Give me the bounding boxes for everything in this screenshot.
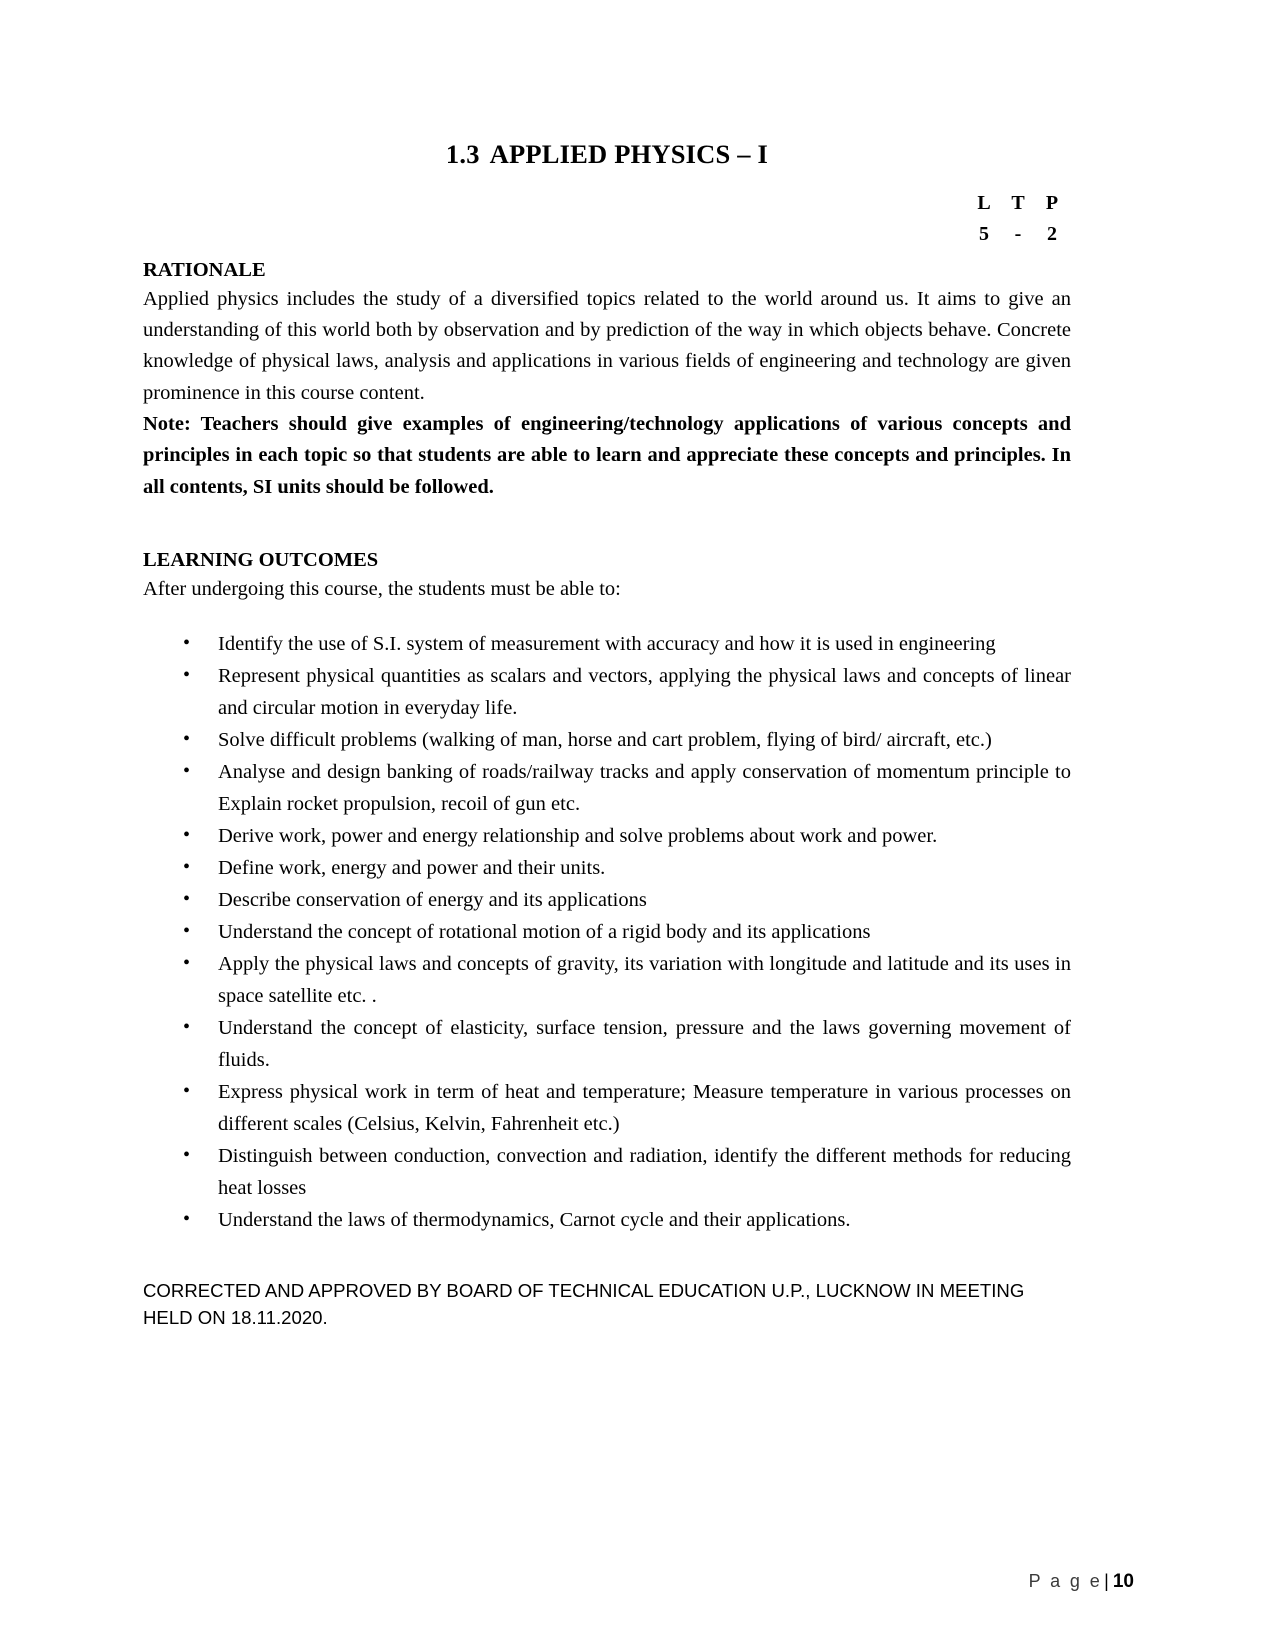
page-title-text: APPLIED PHYSICS – I <box>489 139 769 169</box>
page-number-footer <box>1029 1571 1134 1593</box>
page-label: P a g e <box>1028 1571 1103 1591</box>
rationale-note: Note: Teachers should give examples of engineering/technology applications of various concepts and principles in each topic so that students are able to learn and appreciate these concepts and principles. In all contents, SI units should be followed. <box>143 413 1071 498</box>
approval-note-line2: HELD ON 18.11.2020. <box>143 1306 328 1328</box>
list-item: • Describe conservation of energy and its applications <box>143 885 1071 917</box>
ltp-label-p: P <box>1045 192 1059 215</box>
list-item: • Understand the concept of elasticity, surface tension, pressure and the laws governing movement of fluids. <box>143 1013 1071 1077</box>
list-item: • Express physical work in term of heat and temperature; Measure temperature in various processes on different scales (Celsius, Kelvin, Fahrenheit etc.) <box>143 1077 1071 1141</box>
list-item: • Analyse and design banking of roads/railway tracks and apply conservation of momentum principle to Explain rocket propulsion, recoil of gun etc. <box>143 757 1071 821</box>
approval-note-line1: CORRECTED AND APPROVED BY BOARD OF TECHNICAL EDUCATION U.P., LUCKNOW IN MEETING <box>143 1280 1025 1302</box>
approval-note <box>143 1278 1071 1331</box>
ltp-value-l: 5 <box>979 222 989 245</box>
ltp-label-t: T <box>1011 192 1025 215</box>
learning-outcomes-heading: LEARNING OUTCOMES <box>143 549 379 572</box>
list-item: • Identify the use of S.I. system of measurement with accuracy and how it is used in engineering <box>143 629 1071 661</box>
list-item: • Define work, energy and power and their units. <box>143 853 1071 885</box>
list-item: • Understand the concept of rotational motion of a rigid body and its applications <box>143 917 1071 949</box>
ltp-header-row <box>143 188 1071 218</box>
page-content <box>143 0 1071 1331</box>
ltp-value-row <box>143 219 1071 249</box>
learning-outcomes-intro: After undergoing this course, the students must be able to: <box>143 577 621 600</box>
ltp-value-p: 2 <box>1047 222 1057 245</box>
page-separator: | <box>1104 1571 1109 1591</box>
ltp-label-l: L <box>977 192 991 215</box>
learning-outcomes-list <box>143 629 1071 1236</box>
list-item: • Derive work, power and energy relationship and solve problems about work and power. <box>143 821 1071 853</box>
ltp-value-t: - <box>1014 222 1022 245</box>
rationale-paragraph: Applied physics includes the study of a diversified topics related to the world around us. It aims to give an understanding of this world both by observation and by prediction of the way in which objects behave. Concrete knowledge of physical laws, analysis and applications in various fields of engineering and technology are given prominence in this course content. <box>143 287 1071 404</box>
list-item: • Distinguish between conduction, convection and radiation, identify the different methods for reducing heat losses <box>143 1141 1071 1205</box>
list-item: • Represent physical quantities as scalars and vectors, applying the physical laws and concepts of linear and circular motion in everyday life. <box>143 661 1071 725</box>
list-item: • Solve difficult problems (walking of man, horse and cart problem, flying of bird/ aircraft, etc.) <box>143 725 1071 757</box>
page-title-number: 1.3 <box>445 139 480 169</box>
ltp-table <box>143 188 1071 249</box>
rationale-heading: RATIONALE <box>143 258 266 281</box>
list-item: • Apply the physical laws and concepts of gravity, its variation with longitude and latitude and its uses in space satellite etc. . <box>143 949 1071 1013</box>
page-number-value: 10 <box>1112 1571 1134 1592</box>
list-item: • Understand the laws of thermodynamics, Carnot cycle and their applications. <box>143 1205 1071 1237</box>
page-title <box>143 0 1071 169</box>
